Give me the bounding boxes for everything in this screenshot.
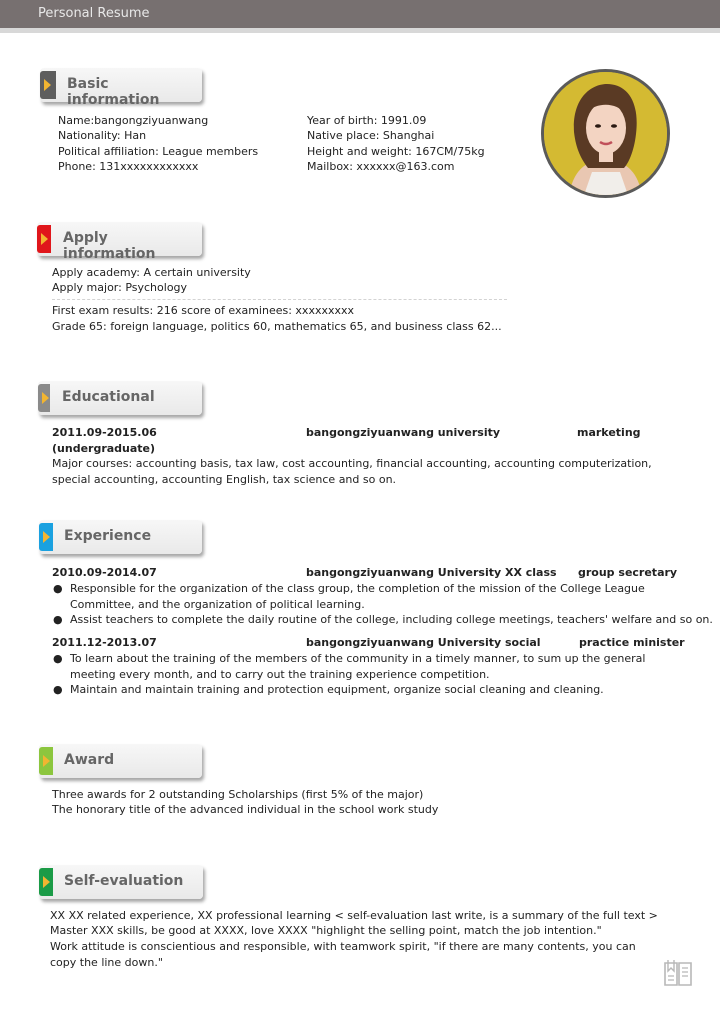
self-line-1: XX XX related experience, XX professional learning < self-evaluation last write, is a summary of the full text > <box>50 909 658 922</box>
basic-mailbox: Mailbox: xxxxxx@163.com <box>307 160 455 173</box>
exp1-bullet-1: Responsible for the organization of the class group, the completion of the mission of the College League Committee, and the organization of political learning. <box>70 582 645 611</box>
chevron-icon <box>39 523 53 551</box>
book-icon <box>662 957 694 993</box>
edu-field: marketing <box>577 426 641 439</box>
bullet-icon: ● <box>53 582 63 595</box>
divider <box>52 299 507 300</box>
section-header-education <box>38 381 202 415</box>
section-title-experience: Experience <box>64 528 152 544</box>
basic-nationality: Nationality: Han <box>58 129 147 142</box>
chevron-icon <box>40 71 56 99</box>
exp1-bullet-2: Assist teachers to complete the daily routine of the college, including college meetings, teachers' welfare and so on. <box>70 613 713 626</box>
exp2-org: bangongziyuanwang University social <box>306 636 541 649</box>
exp1-period: 2010.09-2014.07 <box>52 566 157 579</box>
exp2-bullet-1: To learn about the training of the members of the community in a timely manner, to sum up the general meeting every month, and to carry out the training experience competition. <box>70 652 646 681</box>
section-header-apply <box>37 222 202 262</box>
award-line-1: Three awards for 2 outstanding Scholarships (first 5% of the major) <box>52 788 424 801</box>
apply-exam: First exam results: 216 score of examinees: xxxxxxxxx <box>52 304 355 317</box>
bullet-icon: ● <box>53 613 63 626</box>
bullet-icon: ● <box>53 652 63 665</box>
chevron-icon <box>39 747 53 775</box>
exp2-bullet-2: Maintain and maintain training and protection equipment, organize social cleaning and cleaning. <box>70 683 604 696</box>
top-bar-underline <box>0 28 720 33</box>
section-header-basic <box>40 68 202 108</box>
self-line-3: Work attitude is conscientious and responsible, with teamwork spirit, "if there are many contents, you can copy the line down." <box>50 940 636 969</box>
edu-period: 2011.09-2015.06 <box>52 426 157 439</box>
chevron-icon <box>38 384 50 412</box>
award-line-2: The honorary title of the advanced individual in the school work study <box>52 803 439 816</box>
exp2-period: 2011.12-2013.07 <box>52 636 157 649</box>
basic-height: Height and weight: 167CM/75kg <box>307 145 485 158</box>
section-header-award <box>39 744 202 778</box>
exp2-role: practice minister <box>579 636 685 649</box>
edu-degree: (undergraduate) <box>52 442 156 455</box>
apply-grade: Grade 65: foreign language, politics 60, mathematics 65, and business class 62... <box>52 320 502 333</box>
exp1-role: group secretary <box>578 566 678 579</box>
basic-political: Political affiliation: League members <box>58 145 259 158</box>
document-title: Personal Resume <box>38 6 150 21</box>
self-line-2: Master XXX skills, be good at XXXX, love XXXX "highlight the selling point, match the job intention." <box>50 924 602 937</box>
apply-academy: Apply academy: A certain university <box>52 266 251 279</box>
section-title-basic: Basic information <box>67 76 160 108</box>
section-title-education: Educational <box>62 389 155 405</box>
chevron-icon <box>39 868 53 896</box>
section-title-apply: Apply information <box>63 230 156 262</box>
edu-school: bangongziyuanwang university <box>306 426 501 439</box>
apply-major: Apply major: Psychology <box>52 281 188 294</box>
section-title-award: Award <box>64 752 115 768</box>
bullet-icon: ● <box>53 683 63 696</box>
profile-photo <box>541 69 670 198</box>
section-header-experience <box>39 520 202 554</box>
edu-courses: Major courses: accounting basis, tax law, cost accounting, financial accounting, accounting computerization, special accounting, accounting English, tax science and so on. <box>52 457 652 486</box>
basic-native: Native place: Shanghai <box>307 129 435 142</box>
section-header-self <box>39 865 203 899</box>
section-title-self: Self-evaluation <box>64 873 184 889</box>
chevron-icon <box>37 225 51 253</box>
basic-name: Name:bangongziyuanwang <box>58 114 209 127</box>
basic-phone: Phone: 131xxxxxxxxxxxx <box>58 160 199 173</box>
basic-birth: Year of birth: 1991.09 <box>307 114 427 127</box>
exp1-org: bangongziyuanwang University XX class <box>306 566 557 579</box>
